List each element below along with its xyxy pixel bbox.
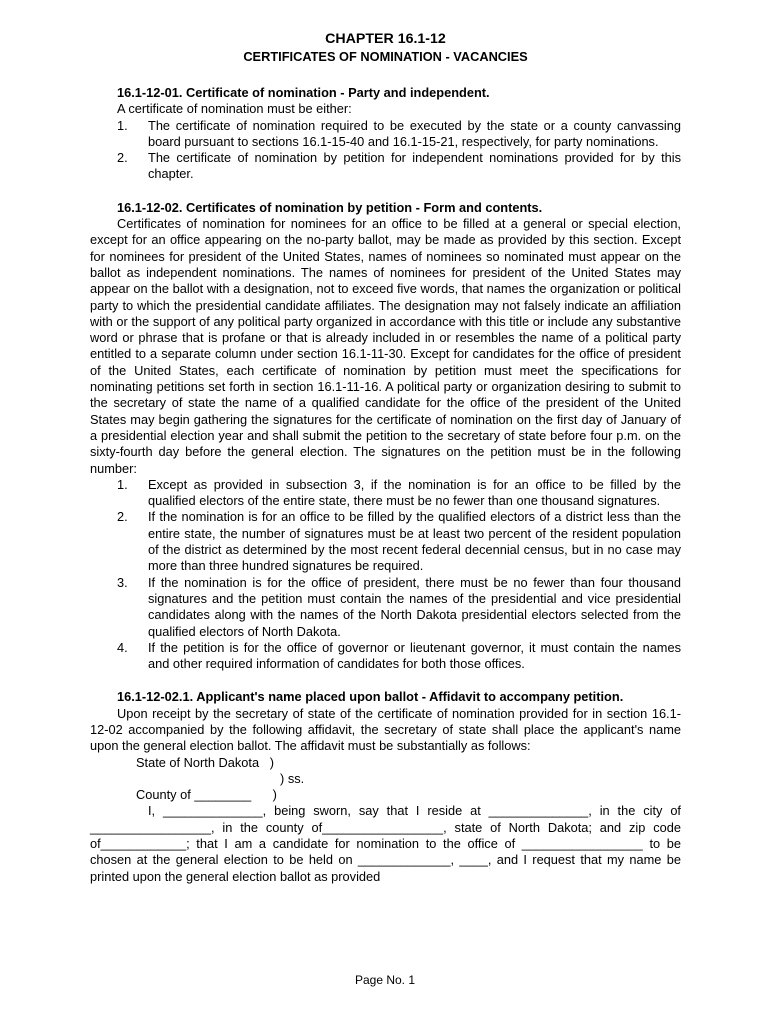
list-item-number: 4. xyxy=(117,639,128,655)
chapter-title: CHAPTER 16.1-12 xyxy=(325,31,446,47)
list-item xyxy=(90,509,681,574)
chapter-subtitle: CERTIFICATES OF NOMINATION - VACANCIES xyxy=(243,49,528,64)
list-item-text: The certificate of nomination required to be executed by the state or a county canvassing board pursuant to sections 16.1-15-40 and 16.1-15-21, respectively, for party nominations. xyxy=(148,117,681,149)
list-item-text: Except as provided in subsection 3, if the nomination is for an office to be filled by the qualified electors of the entire state, there must be no fewer than one thousand signatures. xyxy=(148,476,681,509)
list-item xyxy=(90,477,681,510)
list-item xyxy=(90,118,681,151)
section-heading: 16.1-12-02. Certificates of nomination by petition - Form and contents. xyxy=(117,199,543,215)
affidavit-county-line: County of ________ ) xyxy=(136,787,277,803)
list-item-number: 2. xyxy=(117,150,128,166)
section-16-1-12-02-1 xyxy=(90,689,681,885)
numbered-list xyxy=(90,477,681,673)
list-item xyxy=(90,640,681,673)
list-item-number: 2. xyxy=(117,509,128,525)
list-item-text: If the nomination is for an office to be filled by the qualified electors of a district less than the entire state, the number of signatures must be at least two percent of the resident population of the district as determined by the most recent federal decennial census, but in no case may more than three hundred signatures be required. xyxy=(148,509,681,574)
list-item-text: If the petition is for the office of governor or lieutenant governor, it must contain the names and other required information of candidates for both those offices. xyxy=(148,639,681,672)
section-16-1-12-01 xyxy=(90,85,681,183)
affidavit-body: I, ______________, being sworn, say that I reside at ______________, in the city of _________________, in the county of_________________, state of North Dakota; and zip code of____________; that I am a candidate for nomination to the office of _________________ to be chosen at the general election to be held on _____________, ____, and I request that my name be printed upon the general election ballot as provided xyxy=(90,803,681,884)
list-item-number: 1. xyxy=(117,117,128,133)
section-body: Certificates of nomination for nominees for an office to be filled at a general or special election, except for an office appearing on the no-party ballot, may be made as provided by this section. Except for nominees for president of the United States, names of nominees so nominated must appear on the ballot as independent nominations. The names of nominees for president of the United States may appear on the ballot with a designation, not to exceed five words, that names the organization or political party to which the presidential candidate affiliates. The designation may not falsely indicate an affiliation with or the support of any political party organized in accordance with this title or include any substantive word or phrase that is profane or that is already included in or resembles the name of a political party entitled to a separate column under section 16.1-11-30. Except for candidates for the office of president of the United States, each certificate of nomination by petition must meet the specifications for nominating petitions set forth in section 16.1-11-16. A political party or organization desiring to submit to the secretary of state the name of a qualified candidate for the office of the president of the United States may begin gathering the signatures for the certificate of nomination on the first day of January of a presidential election year and shall submit the petition to the secretary of state before four p.m. on the sixty-fourth day before the general election. The signatures on the petition must be in the following number: xyxy=(90,216,681,476)
list-item-number: 1. xyxy=(117,476,128,492)
list-item xyxy=(90,150,681,183)
list-item xyxy=(90,575,681,640)
list-item-text: The certificate of nomination by petition for independent nominations provided for by this chapter. xyxy=(148,150,681,182)
section-16-1-12-02 xyxy=(90,200,681,673)
page-number: Page No. 1 xyxy=(354,973,416,987)
section-heading: 16.1-12-01. Certificate of nomination - Party and independent. xyxy=(117,85,490,100)
document-page xyxy=(90,31,681,902)
list-item-number: 3. xyxy=(117,574,128,590)
affidavit-ss-line: ) ss. xyxy=(280,770,305,786)
numbered-list xyxy=(90,118,681,183)
section-heading: 16.1-12-02.1. Applicant's name placed upon ballot - Affidavit to accompany petition. xyxy=(117,689,624,705)
section-intro: A certificate of nomination must be either: xyxy=(117,101,352,117)
list-item-text: If the nomination is for the office of president, there must be no fewer than four thousand signatures and the petition must contain the names of the presidential and vice presidential candidates along with the names of the North Dakota presidential electors selected from the qualified electors of North Dakota. xyxy=(148,574,681,639)
section-body: Upon receipt by the secretary of state of the certificate of nomination provided for in section 16.1-12-02 accompanied by the following affidavit, the secretary of state shall place the applicant's name upon the general election ballot. The affidavit must be substantially as follows: xyxy=(90,705,681,754)
affidavit-state-line: State of North Dakota ) xyxy=(136,754,274,770)
